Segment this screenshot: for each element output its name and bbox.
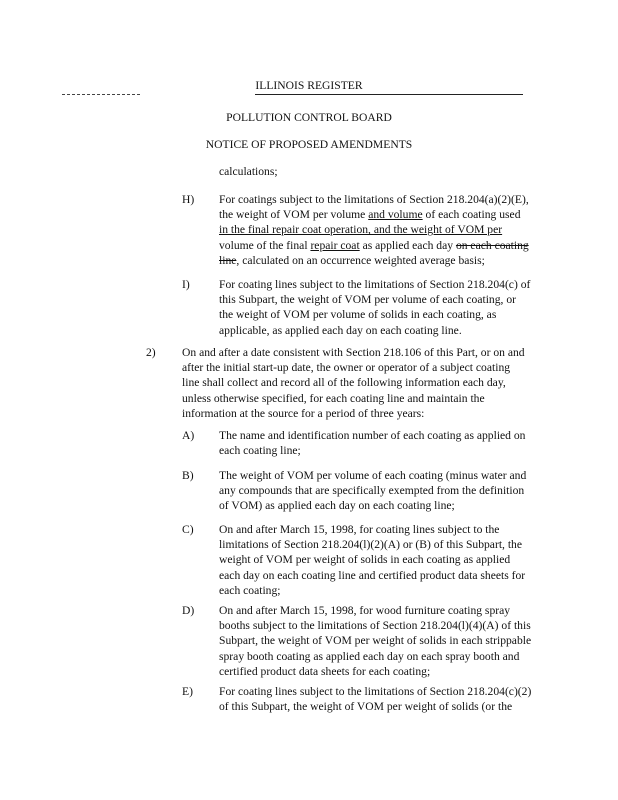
item-line: volume of the final repair coat as applied each day on each coating	[219, 238, 529, 252]
item-line: any compounds that are specifically exempted from the definition	[219, 484, 525, 498]
item-line: each coating line;	[219, 444, 301, 458]
item-line: On and after March 15, 1998, for wood furniture coating spray	[219, 604, 511, 617]
item-line: each coating;	[219, 583, 281, 597]
notice-title: NOTICE OF PROPOSED AMENDMENTS	[205, 138, 413, 151]
continuation-text: calculations;	[219, 165, 278, 178]
item-line: On and after March 15, 1998, for coating lines subject to the	[219, 523, 500, 536]
item-line: certified product data sheets for each coating;	[219, 664, 431, 678]
item-line: of this Subpart, the weight of VOM per weight of solids (or the	[219, 700, 513, 714]
item-line: information at the source for a period of three years:	[182, 406, 425, 420]
item-line: applicable, as applied each day on each coating line.	[219, 323, 462, 337]
header-title-rule	[255, 94, 523, 95]
item-text	[219, 522, 544, 598]
item-line: Subpart, the weight of VOM per weight of solids in each strippable	[219, 634, 532, 648]
item-line: each day on each coating line and certified product data sheets for	[219, 568, 526, 582]
item-label: E)	[182, 685, 193, 698]
item-line: For coating lines subject to the limitations of Section 218.204(c)(2)	[219, 685, 532, 698]
header-left-rule	[62, 94, 140, 95]
item-line: in the final repair coat operation, and the weight of VOM per	[219, 223, 503, 237]
board-title: POLLUTION CONTROL BOARD	[226, 111, 392, 124]
item-text	[219, 684, 544, 714]
item-line: the weight of VOM per volume of solids in each coating, as	[219, 308, 497, 322]
item-line: limitations of Section 218.204(l)(2)(A) or (B) of this Subpart, the	[219, 538, 522, 552]
item-line: booths subject to the limitations of Section 218.204(l)(4)(A) of this	[219, 619, 531, 633]
item-text	[219, 468, 544, 514]
item-label: A)	[182, 429, 195, 442]
item-label: I)	[182, 278, 190, 291]
item-label: C)	[182, 523, 194, 536]
item-label: D)	[182, 604, 195, 617]
item-text	[219, 603, 544, 679]
item-text	[219, 277, 544, 338]
item-text	[219, 192, 544, 268]
item-line: the weight of VOM per volume and volume of each coating used	[219, 208, 521, 222]
item-line: The name and identification number of each coating as applied on	[219, 429, 526, 442]
item-label: 2)	[146, 346, 156, 359]
item-text	[219, 428, 544, 458]
item-line: For coating lines subject to the limitations of Section 218.204(c) of	[219, 278, 531, 291]
register-title: ILLINOIS REGISTER	[255, 79, 363, 92]
item-line: line shall collect and record all of the following information each day,	[182, 376, 506, 390]
item-line: weight of VOM per weight of solids in each coating as applied	[219, 553, 511, 567]
item-text	[182, 345, 544, 421]
item-line: of VOM) as applied each day on each coating line;	[219, 499, 455, 513]
item-label: H)	[182, 193, 195, 206]
item-line: The weight of VOM per volume of each coating (minus water and	[219, 469, 527, 482]
item-line: On and after a date consistent with Section 218.106 of this Part, or on and	[182, 346, 525, 359]
item-line: line, calculated on an occurrence weighted average basis;	[219, 253, 485, 267]
item-line: spray booth coating as applied each day on each spray booth and	[219, 649, 520, 663]
item-line: this Subpart, the weight of VOM per volume of each coating, or	[219, 293, 516, 307]
item-line: For coatings subject to the limitations of Section 218.204(a)(2)(E),	[219, 193, 529, 206]
item-line: unless otherwise specified, for each coating line and maintain the	[182, 391, 485, 405]
item-line: after the initial start-up date, the owner or operator of a subject coating	[182, 361, 511, 375]
item-label: B)	[182, 469, 194, 482]
